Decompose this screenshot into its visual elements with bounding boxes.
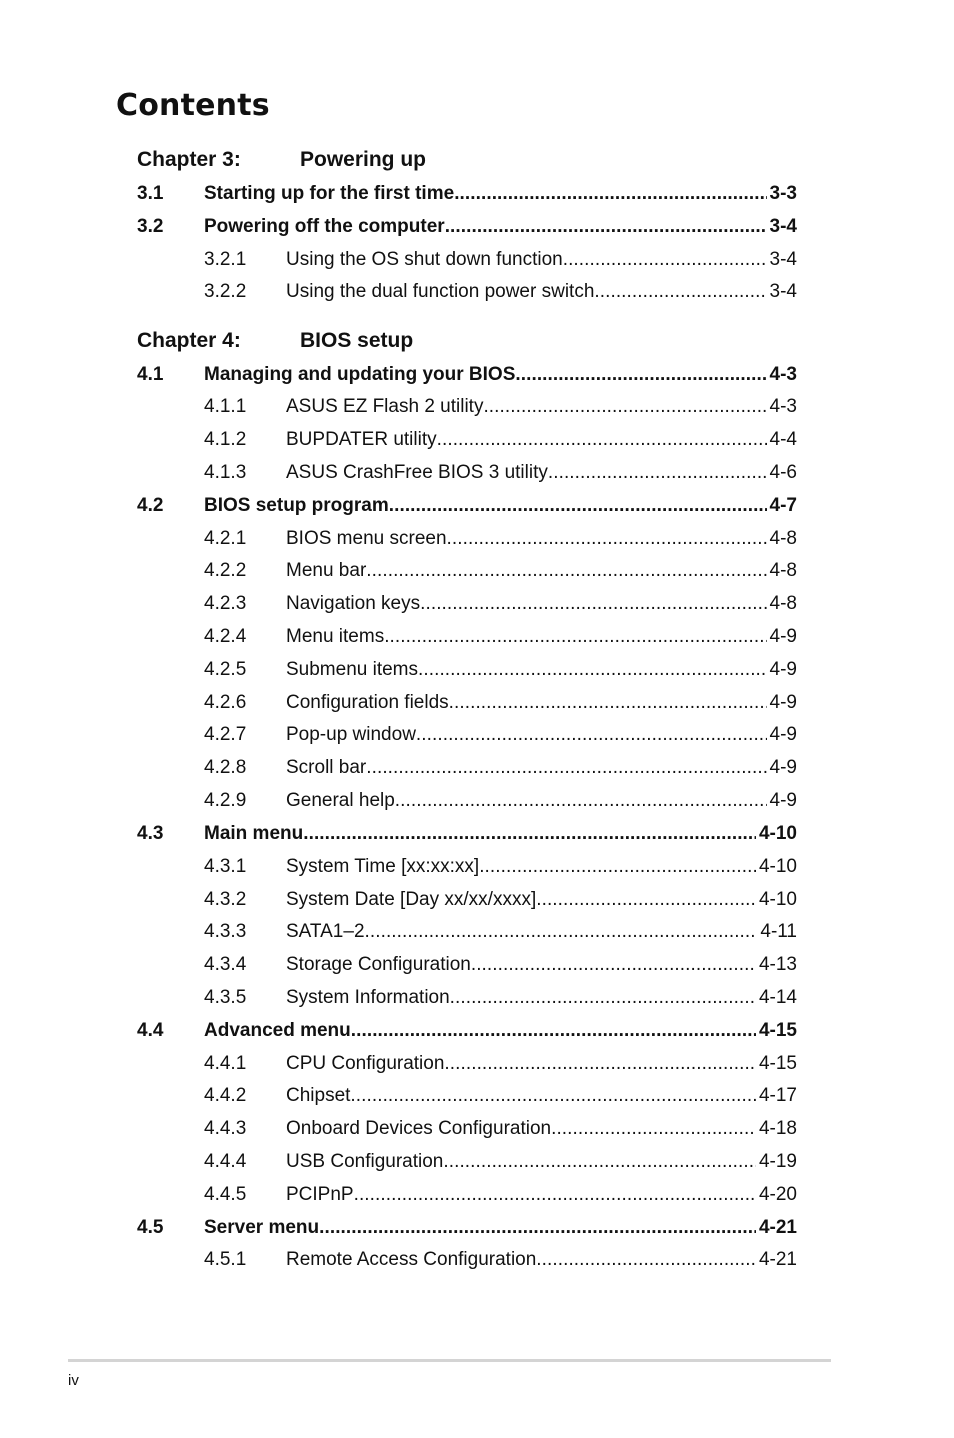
page-number: 4-9 — [769, 626, 797, 647]
subsection-number: 4.3.1 — [204, 856, 247, 877]
dot-leader — [418, 659, 767, 681]
chapter-number: Chapter 4: — [137, 329, 241, 352]
page-number: 4-20 — [758, 1184, 797, 1205]
dot-leader — [437, 429, 767, 451]
toc-subsection[interactable] — [137, 659, 797, 683]
subsection-title: Using the dual function power switch — [286, 281, 595, 302]
page-number: 4-11 — [760, 921, 797, 942]
subsection-number: 4.4.5 — [204, 1184, 247, 1205]
subsection-number: 4.2.7 — [204, 724, 247, 745]
page-number: 4-3 — [769, 364, 797, 385]
toc-subsection[interactable] — [137, 626, 797, 650]
toc-section[interactable] — [137, 823, 797, 847]
subsection-number: 4.1.3 — [204, 462, 247, 483]
footer-divider — [68, 1359, 831, 1362]
subsection-number: 4.2.5 — [204, 659, 247, 680]
subsection-title: System Information — [286, 987, 450, 1008]
subsection-number: 4.2.4 — [204, 626, 247, 647]
dot-leader — [319, 1217, 756, 1239]
chapter-number: Chapter 3: — [137, 148, 241, 171]
toc-subsection[interactable] — [137, 1151, 797, 1175]
dot-leader — [354, 1184, 756, 1206]
section-title: Main menu — [204, 823, 304, 844]
page-number: 4-9 — [769, 757, 797, 778]
page-number: 3-4 — [769, 216, 797, 237]
toc-subsection[interactable] — [137, 724, 797, 748]
page-number: 4-9 — [769, 724, 797, 745]
subsection-title: Submenu items — [286, 659, 419, 680]
dot-leader — [515, 364, 766, 386]
toc-section[interactable] — [137, 1020, 797, 1044]
toc-subsection[interactable] — [137, 1184, 797, 1208]
toc-subsection[interactable] — [137, 1118, 797, 1142]
dot-leader — [444, 1053, 756, 1075]
toc-subsection[interactable] — [137, 249, 797, 273]
section-title: Powering off the computer — [204, 216, 445, 237]
toc-subsection[interactable] — [137, 1249, 797, 1273]
subsection-title: Onboard Devices Configuration — [286, 1118, 552, 1139]
toc-subsection[interactable] — [137, 757, 797, 781]
chapter-name: BIOS setup — [300, 329, 414, 352]
dot-leader — [536, 1249, 756, 1271]
dot-leader — [365, 921, 758, 943]
dot-leader — [303, 823, 756, 845]
subsection-number: 4.4.4 — [204, 1151, 247, 1172]
toc-subsection[interactable] — [137, 1053, 797, 1077]
dot-leader — [536, 889, 756, 911]
toc-subsection[interactable] — [137, 692, 797, 716]
dot-leader — [594, 281, 766, 303]
subsection-number: 4.3.5 — [204, 987, 247, 1008]
dot-leader — [449, 692, 767, 714]
toc-subsection[interactable] — [137, 856, 797, 880]
dot-leader — [471, 954, 756, 976]
chapter-heading — [137, 148, 426, 172]
subsection-title: Storage Configuration — [286, 954, 471, 975]
subsection-title: ASUS CrashFree BIOS 3 utility — [286, 462, 548, 483]
dot-leader — [445, 216, 767, 238]
page-number: 4-14 — [758, 987, 797, 1008]
subsection-number: 4.2.1 — [204, 528, 247, 549]
page-number: 4-19 — [758, 1151, 797, 1172]
page-number: 4-6 — [769, 462, 797, 483]
dot-leader — [395, 790, 767, 812]
section-number: 4.5 — [137, 1217, 164, 1238]
toc-subsection[interactable] — [137, 396, 797, 420]
chapter-heading — [137, 329, 413, 353]
dot-leader — [551, 1118, 756, 1140]
page-number: 4-21 — [758, 1249, 797, 1270]
section-number: 4.4 — [137, 1020, 164, 1041]
dot-leader — [443, 1151, 756, 1173]
dot-leader — [450, 987, 756, 1009]
subsection-title: PCIPnP — [286, 1184, 354, 1205]
section-number: 4.1 — [137, 364, 164, 385]
dot-leader — [351, 1020, 756, 1042]
section-number: 4.3 — [137, 823, 164, 844]
subsection-title: Configuration fields — [286, 692, 449, 713]
page-number: 4-4 — [769, 429, 797, 450]
toc-subsection[interactable] — [137, 560, 797, 584]
subsection-title: SATA1–2 — [286, 921, 365, 942]
subsection-number: 4.1.2 — [204, 429, 247, 450]
dot-leader — [384, 626, 766, 648]
subsection-title: System Date [Day xx/xx/xxxx] — [286, 889, 537, 910]
toc-subsection[interactable] — [137, 528, 797, 552]
subsection-title: ASUS EZ Flash 2 utility — [286, 396, 484, 417]
page-number: 4-13 — [758, 954, 797, 975]
section-title: Server menu — [204, 1217, 320, 1238]
dot-leader — [416, 724, 767, 746]
section-number: 3.2 — [137, 216, 164, 237]
page-number: 4-18 — [758, 1118, 797, 1139]
page-number: 4-10 — [758, 889, 797, 910]
page-number: 4-9 — [769, 659, 797, 680]
page-number: 4-15 — [758, 1053, 797, 1074]
subsection-number: 4.2.2 — [204, 560, 247, 581]
section-number: 4.2 — [137, 495, 164, 516]
page-number: 4-8 — [769, 560, 797, 581]
subsection-title: Scroll bar — [286, 757, 367, 778]
page-number: 3-3 — [769, 183, 797, 204]
toc-subsection[interactable] — [137, 429, 797, 453]
subsection-title: Menu items — [286, 626, 385, 647]
toc-subsection[interactable] — [137, 889, 797, 913]
page-number: 3-4 — [769, 281, 797, 302]
dot-leader — [548, 462, 767, 484]
subsection-title: General help — [286, 790, 395, 811]
subsection-title: USB Configuration — [286, 1151, 444, 1172]
subsection-number: 4.3.2 — [204, 889, 247, 910]
toc-section[interactable] — [137, 364, 797, 388]
subsection-title: Menu bar — [286, 560, 367, 581]
toc-section[interactable] — [137, 216, 797, 240]
page-number: 4-8 — [769, 528, 797, 549]
toc-section[interactable] — [137, 183, 797, 207]
subsection-title: Chipset — [286, 1085, 351, 1106]
subsection-title: BUPDATER utility — [286, 429, 437, 450]
page-number: 4-9 — [769, 790, 797, 811]
subsection-title: CPU Configuration — [286, 1053, 445, 1074]
footer-page-number: iv — [68, 1372, 79, 1389]
dot-leader — [366, 560, 766, 582]
dot-leader — [479, 856, 756, 878]
section-title: BIOS setup program — [204, 495, 389, 516]
page-number: 4-3 — [769, 396, 797, 417]
toc-section[interactable] — [137, 495, 797, 519]
section-title: Advanced menu — [204, 1020, 351, 1041]
subsection-title: Navigation keys — [286, 593, 421, 614]
subsection-title: BIOS menu screen — [286, 528, 447, 549]
subsection-title: Remote Access Configuration — [286, 1249, 537, 1270]
subsection-number: 4.3.3 — [204, 921, 247, 942]
subsection-number: 3.2.2 — [204, 281, 247, 302]
section-title: Starting up for the first time — [204, 183, 455, 204]
subsection-number: 4.4.2 — [204, 1085, 247, 1106]
toc-subsection[interactable] — [137, 790, 797, 814]
page-number: 4-8 — [769, 593, 797, 614]
page-number: 4-10 — [758, 856, 797, 877]
page-number: 4-17 — [758, 1085, 797, 1106]
subsection-title: Pop-up window — [286, 724, 416, 745]
page-title: Contents — [116, 88, 270, 123]
page-number: 4-15 — [758, 1020, 797, 1041]
page-number: 4-10 — [758, 823, 797, 844]
section-title: Managing and updating your BIOS — [204, 364, 516, 385]
subsection-number: 4.2.8 — [204, 757, 247, 778]
subsection-number: 4.2.6 — [204, 692, 247, 713]
dot-leader — [420, 593, 766, 615]
page-number: 4-7 — [769, 495, 797, 516]
dot-leader — [454, 183, 766, 205]
subsection-title: Using the OS shut down function — [286, 249, 563, 270]
subsection-number: 4.5.1 — [204, 1249, 247, 1270]
page-number: 3-4 — [769, 249, 797, 270]
chapter-name: Powering up — [300, 148, 426, 171]
dot-leader — [350, 1085, 756, 1107]
subsection-number: 4.2.3 — [204, 593, 247, 614]
dot-leader — [389, 495, 767, 517]
section-number: 3.1 — [137, 183, 164, 204]
dot-leader — [563, 249, 767, 271]
page-number: 4-21 — [758, 1217, 797, 1238]
subsection-number: 4.4.1 — [204, 1053, 247, 1074]
subsection-number: 3.2.1 — [204, 249, 247, 270]
dot-leader — [366, 757, 766, 779]
subsection-number: 4.3.4 — [204, 954, 247, 975]
toc-subsection[interactable] — [137, 987, 797, 1011]
subsection-number: 4.1.1 — [204, 396, 247, 417]
dot-leader — [483, 396, 766, 418]
toc-subsection[interactable] — [137, 281, 797, 305]
dot-leader — [447, 528, 767, 550]
toc-subsection[interactable] — [137, 1085, 797, 1109]
toc-subsection[interactable] — [137, 593, 797, 617]
toc-subsection[interactable] — [137, 462, 797, 486]
subsection-title: System Time [xx:xx:xx] — [286, 856, 480, 877]
toc-section[interactable] — [137, 1217, 797, 1241]
toc-subsection[interactable] — [137, 921, 797, 945]
subsection-number: 4.2.9 — [204, 790, 247, 811]
subsection-number: 4.4.3 — [204, 1118, 247, 1139]
toc-subsection[interactable] — [137, 954, 797, 978]
page-number: 4-9 — [769, 692, 797, 713]
